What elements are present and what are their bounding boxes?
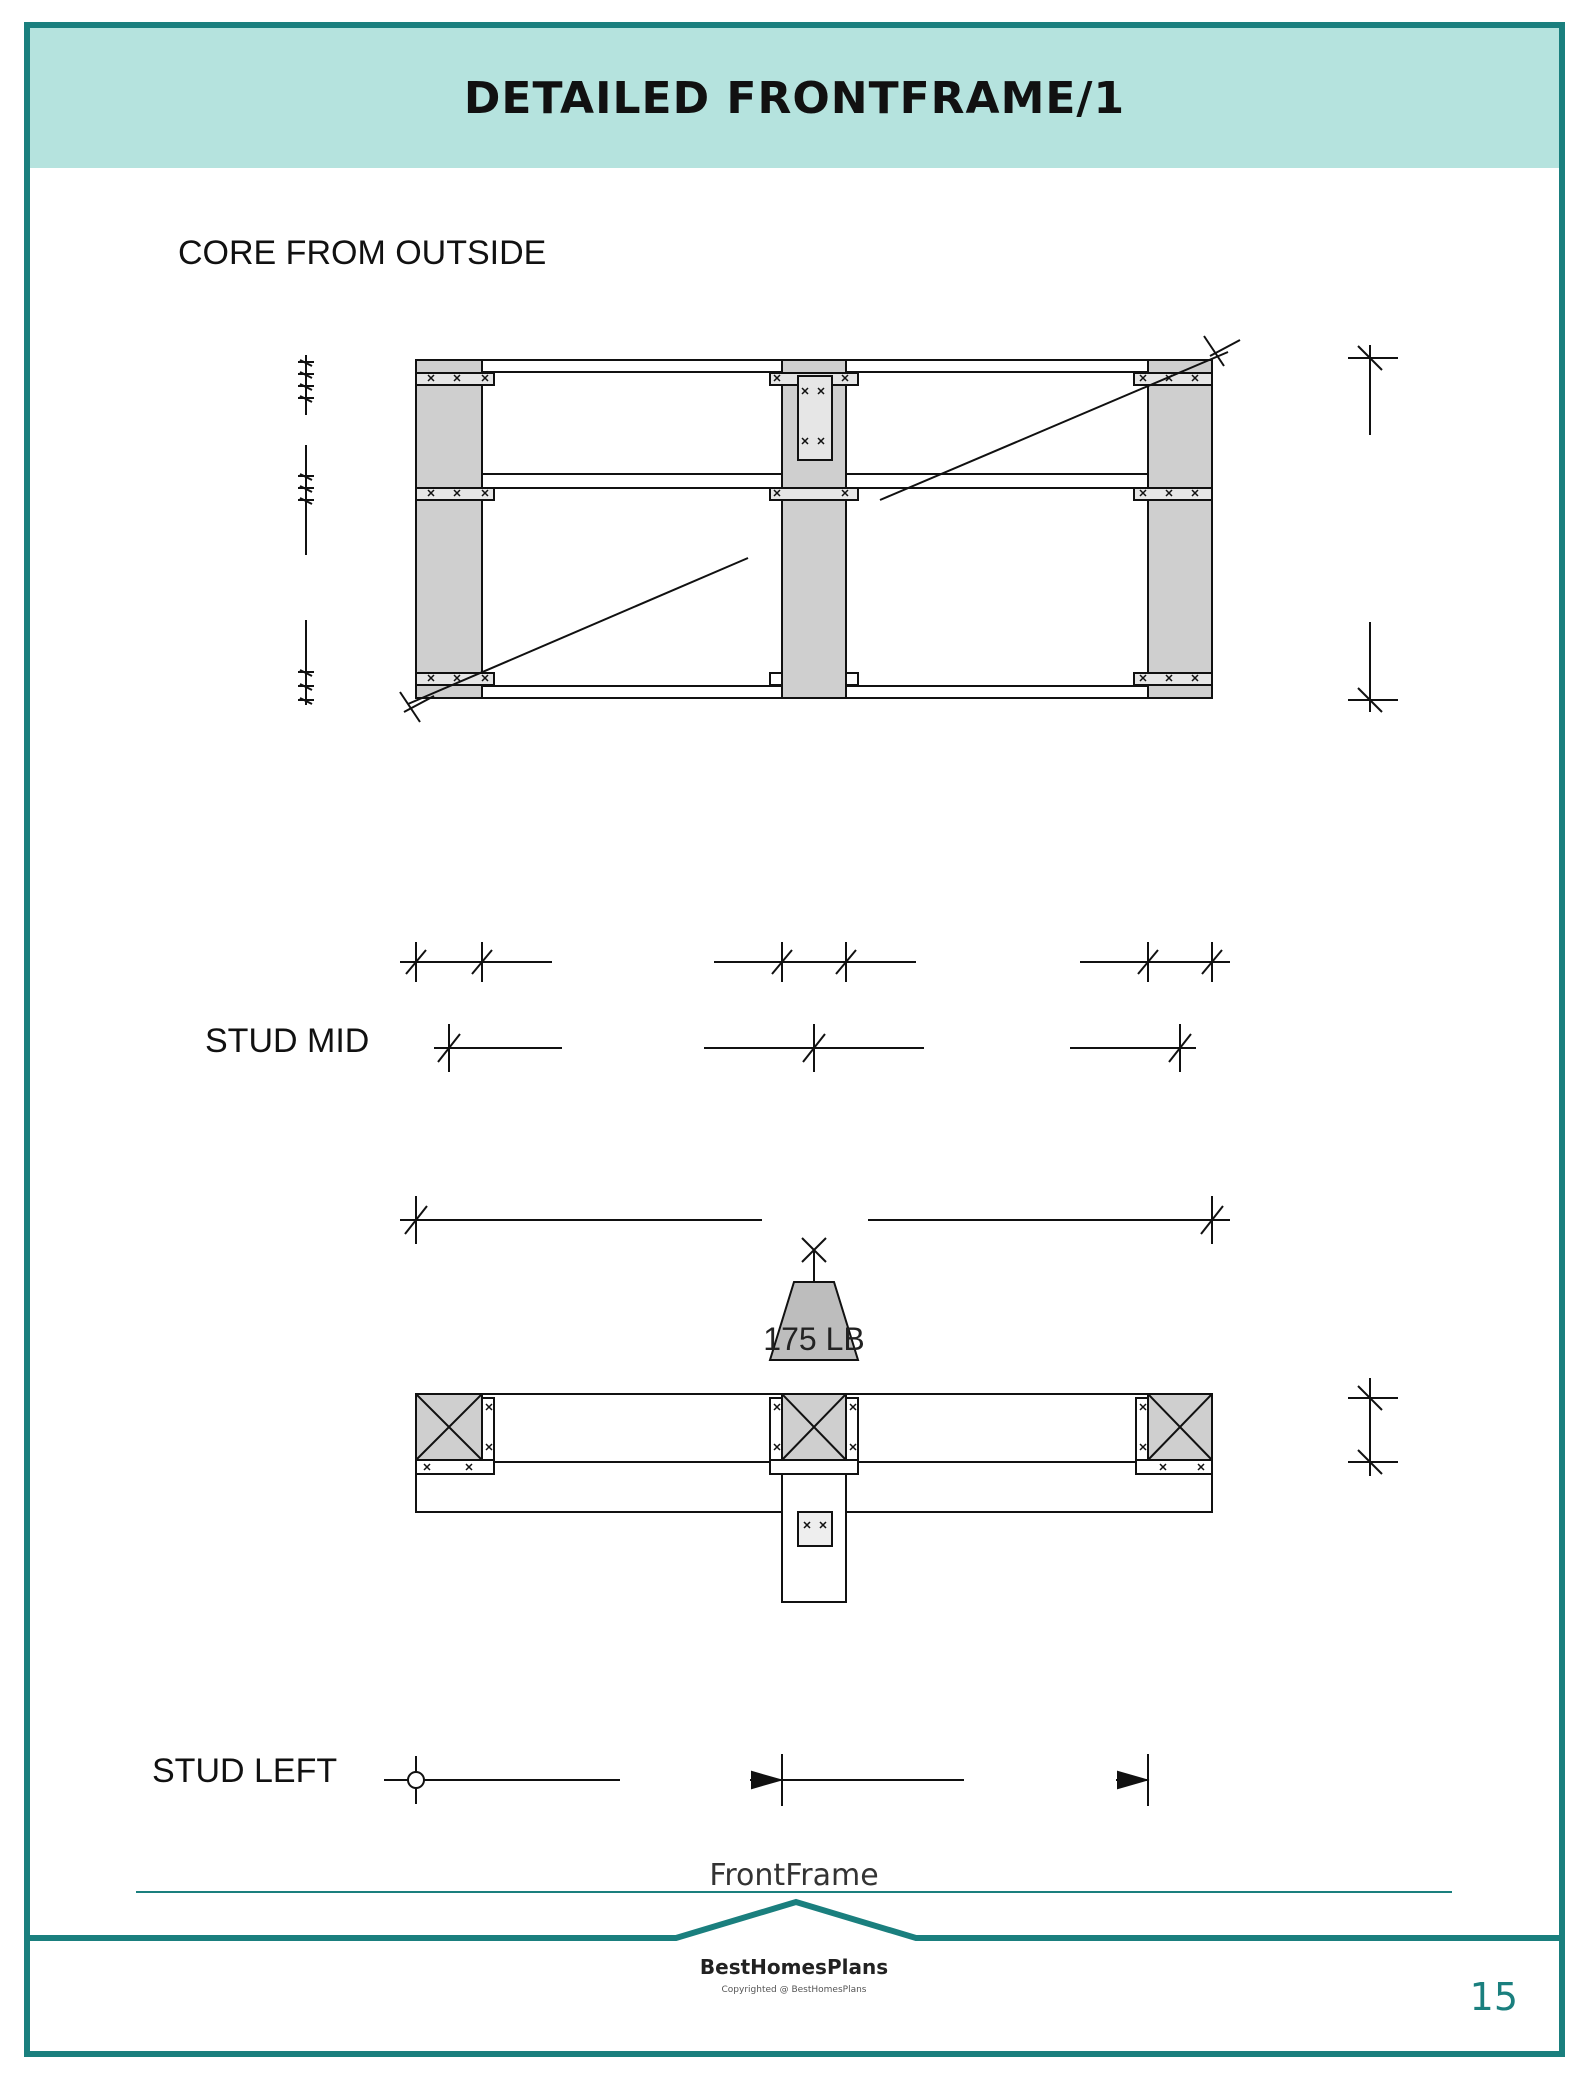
left-dimension-ticks xyxy=(298,355,314,705)
right-dimension xyxy=(1348,345,1398,712)
label-core-from-outside: CORE FROM OUTSIDE xyxy=(178,234,547,272)
page-title: DETAILED FRONTFRAME/1 xyxy=(463,72,1126,124)
brand-logo: BestHomesPlans xyxy=(699,1955,889,1979)
plan-right-dimension xyxy=(1348,1378,1398,1476)
core-elevation xyxy=(400,336,1240,722)
stud-mid-row2 xyxy=(434,1024,1196,1072)
stud-mid-row1 xyxy=(400,942,1230,982)
stud-mid-row3 xyxy=(400,1196,1230,1244)
label-stud-mid: STUD MID xyxy=(205,1022,370,1060)
label-stud-left: STUD LEFT xyxy=(152,1752,338,1790)
copyright-text: Copyrighted @ BestHomesPlans xyxy=(721,1985,867,1995)
post-right xyxy=(1148,360,1212,698)
post-left xyxy=(416,360,482,698)
plan-section xyxy=(416,1394,1212,1602)
page-number: 15 xyxy=(1469,1975,1518,2019)
section-name: FrontFrame xyxy=(709,1858,879,1893)
stud-left-row xyxy=(384,1754,1148,1806)
weight-label: 175 LB xyxy=(763,1321,865,1357)
footer-divider xyxy=(30,1892,1559,1938)
